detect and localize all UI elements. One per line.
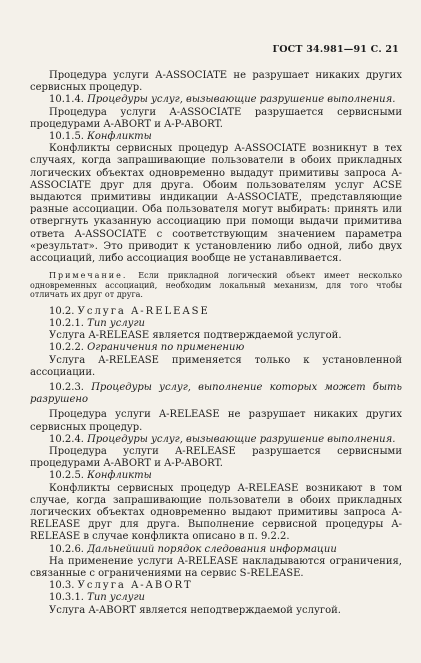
text-run: На применение услуги A-RELEASE накладываются ограничения, связанные с ограничениями на сервис S-RELEASE. [30, 555, 402, 580]
paragraph [30, 605, 402, 617]
paragraph [30, 107, 402, 131]
italic-heading: Тип услуги [87, 317, 145, 329]
text-run: 10.3.1. [49, 592, 88, 604]
paragraph [30, 446, 402, 470]
text-run: Процедура услуги A-RELEASE разрушается сервисными процедурами A-ABORT и A-P-ABORT. [30, 445, 402, 470]
italic-heading: Дальнейший порядок следования информации [87, 543, 337, 555]
text-run: 10.2.5. [49, 470, 88, 482]
italic-heading: Процедуры услуг, вызывающие разрушение выполнения. [87, 433, 396, 445]
italic-heading: Тип услуги [87, 592, 145, 604]
text-run: 10.2.4. [49, 433, 88, 445]
text-run: Процедура услуги A-RELEASE не разрушает никаких других сервисных процедур. [30, 409, 402, 433]
italic-heading: Процедуры услуг, выполнение которых может быть разрушено [30, 381, 402, 406]
text-run: Услуга A-RELEASE применяется только к установленной ассоциации. [30, 354, 402, 378]
spaced-heading: Примечание. [49, 271, 139, 281]
paragraph [30, 470, 402, 482]
text-run: Услуга A-ABORT является неподтверждаемой услугой. [49, 604, 341, 616]
text-run: Процедура услуги A-ASSOCIATE разрушается сервисными процедурами A-ABORT и A-P-ABORT. [30, 106, 402, 130]
paragraph [30, 592, 402, 604]
paragraph [30, 556, 402, 580]
paragraph [30, 131, 402, 143]
paragraph [30, 318, 402, 330]
paragraph [30, 306, 402, 318]
paragraph [30, 94, 402, 106]
paragraph [30, 355, 402, 379]
text-run: Если прикладной логический объект имеет несколько одновременных ассоциаций, необходим локальный механизм, для того чтобы отличать их друг от друга. [30, 271, 403, 300]
paragraph [30, 483, 402, 544]
italic-heading: Процедуры услуг, вызывающие разрушение выполнения. [87, 94, 396, 106]
text-run: 10.2.1. [49, 317, 88, 329]
text-run: 10.2.2. [49, 342, 88, 354]
text-run: Услуга A-RELEASE является подтверждаемой услугой. [49, 330, 342, 342]
paragraph [30, 409, 402, 433]
text-run: 10.2. [49, 305, 78, 317]
text-run: 10.2.6. [49, 543, 88, 555]
paragraph [30, 271, 402, 300]
paragraph [30, 143, 402, 265]
italic-heading: Ограничения по применению [87, 342, 245, 354]
paragraph [30, 580, 402, 592]
paragraph [30, 70, 402, 94]
paragraph [30, 382, 402, 406]
text-run: 10.2.3. [49, 381, 92, 393]
paragraph [30, 342, 402, 354]
text-run: 10.1.5. [49, 131, 88, 143]
text-run: 10.1.4. [49, 94, 88, 106]
text-run: Конфликты сервисных процедур A-RELEASE возникают в том случае, когда запрашивающие пользователи в обоих прикладных логических объектах одновременно выдают примитивы запроса A-RELEASE друг для друга. Выполнение сервисной процедуры A-RELEASE в случае конфликта описано в п. 9.2.2. [30, 482, 402, 543]
spaced-heading: Услуга A-ABORT [77, 580, 193, 592]
page-header: ГОСТ 34.981—91 С. 21 [272, 44, 399, 55]
spaced-heading: Услуга A-RELEASE [77, 305, 210, 317]
italic-heading: Конфликты [87, 470, 152, 482]
paragraph [30, 544, 402, 556]
paragraph [30, 434, 402, 446]
italic-heading: Конфликты [87, 131, 152, 143]
paragraph [30, 330, 402, 342]
text-run: Конфликты сервисных процедур A-ASSOCIATE возникнут в тех случаях, когда запрашивающие пользователи в обоих прикладных логических объектах одновременно выдадут примитивы запроса A-ASSOCIATE друг для друга. Обоим пользователям услуг ACSE выдаются примитивы индикации A-ASSOCIATE, представляющие разные ассоциации. Оба пользователя могут выбирать: принять или отвергнуть указанную ассоциацию при помощи выдачи примитива ответа A-ASSOCIATE с соответствующим значением параметра «результат». Это приводит к установлению либо одной, либо двух ассоциаций, либо ассоциация вообще не устанавливается. [30, 143, 402, 265]
text-run: Процедура услуги A-ASSOCIATE не разрушает никаких других сервисных процедур. [30, 70, 402, 94]
text-run: 10.3. [49, 580, 78, 592]
document-body [30, 70, 402, 617]
